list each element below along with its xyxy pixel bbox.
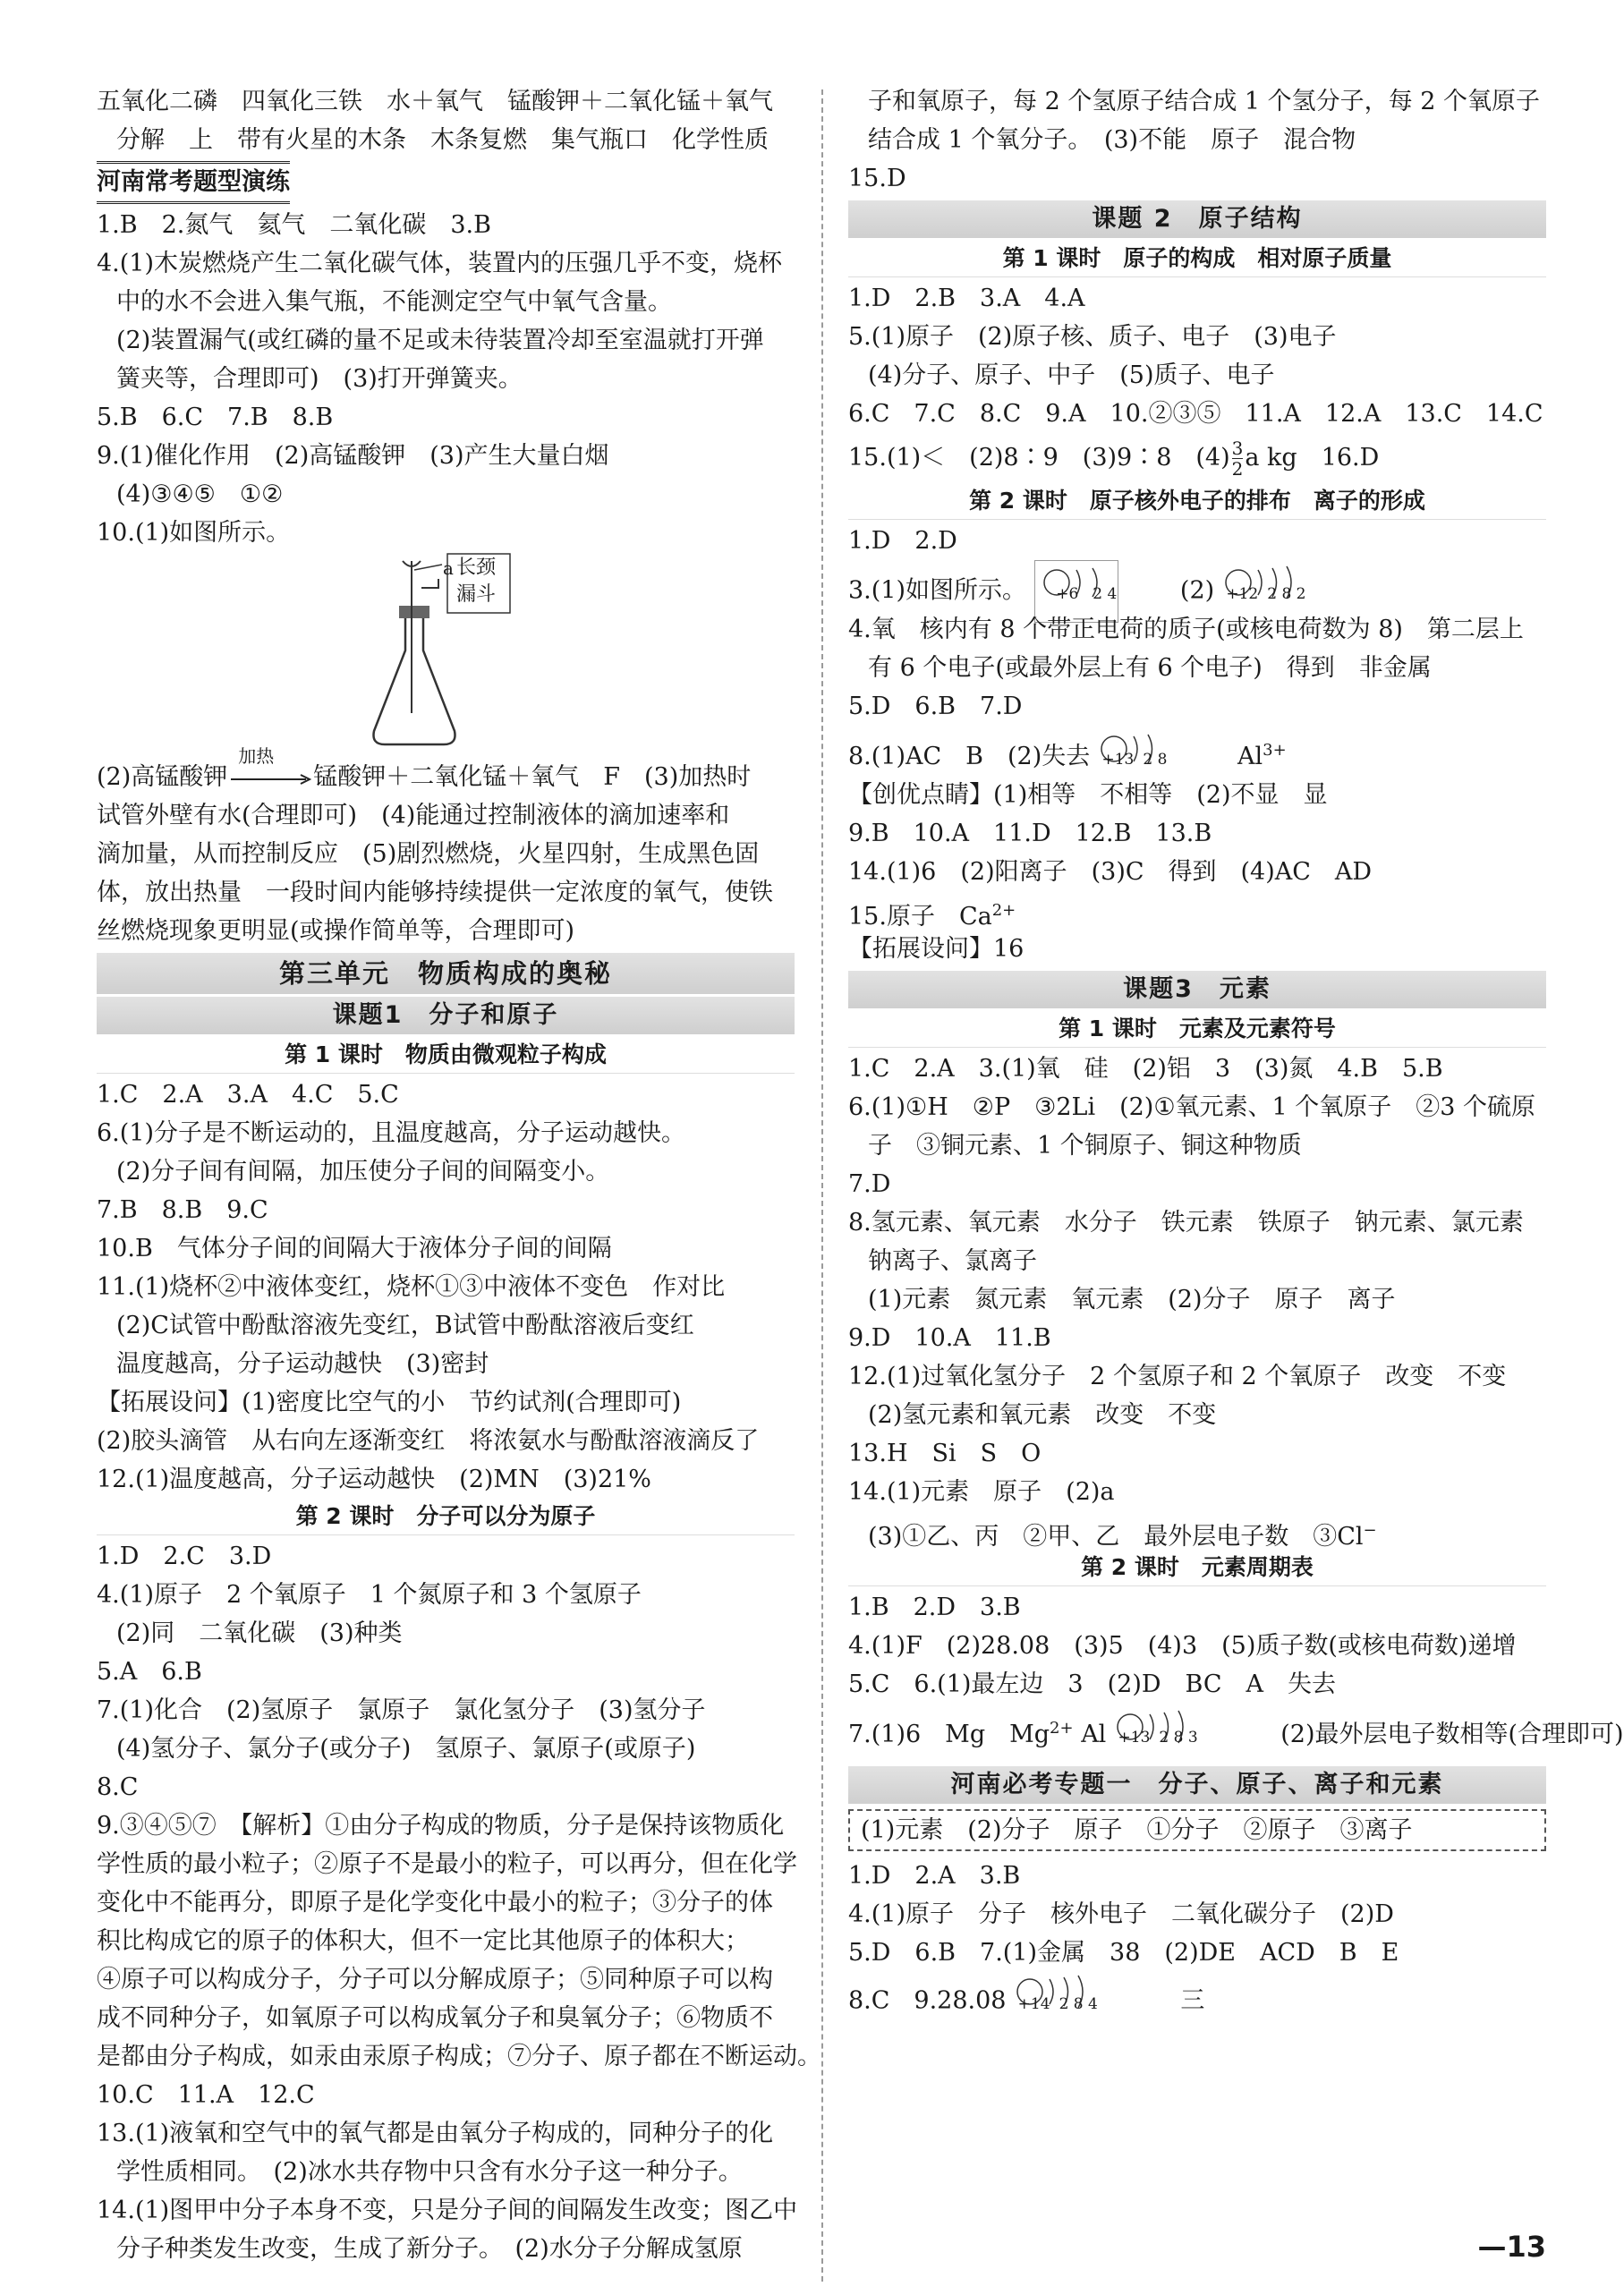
answer-line: 是都由分子构成，如汞由汞原子构成；⑦分子、原子都在不断运动。 xyxy=(97,2043,821,2070)
element-symbol: Al xyxy=(1081,1721,1107,1748)
page-number: —13 xyxy=(1477,2230,1546,2264)
answer-line: 4.(1)原子 2 个氧原子 1 个氮原子和 3 个氢原子 xyxy=(97,1581,642,1609)
apparatus-figure xyxy=(97,552,795,758)
electron-shells-label: 2 8 2 xyxy=(1267,584,1306,603)
answer-line: (1)元素 氮元素 氧元素 (2)分子 原子 离子 xyxy=(868,1286,1396,1313)
answer-line: 10.(1)如图所示。 xyxy=(97,519,291,547)
answer-line: 温度越高，分子运动越快 (3)密封 xyxy=(116,1350,489,1378)
answer-line: 14.(1)元素 原子 (2)a xyxy=(848,1478,1115,1506)
answer-line: 13.H Si S O xyxy=(848,1440,1042,1467)
answer-line: 5.C 6.(1)最左边 3 (2)D BC A 失去 xyxy=(848,1670,1336,1698)
answer-line: 8.C xyxy=(97,1773,139,1801)
nucleus-label: +14 xyxy=(1017,1994,1050,2013)
answer-line: 积比构成它的原子的体积大，但不一定比其他原子的体积大； xyxy=(97,1927,749,1955)
answer-line: 5.D 6.B 7.D xyxy=(848,693,1023,720)
answer-line: 5.(1)原子 (2)原子核、质子、电子 (3)电子 xyxy=(848,323,1337,351)
answer-line: 1.C 2.A 3.A 4.C 5.C xyxy=(97,1081,399,1109)
lesson-title: 第 2 课时 原子核外电子的排布 离子的形成 xyxy=(848,483,1546,520)
answer-line: 滴加量，从而控制反应 (5)剧烈燃烧，火星四射，生成黑色固 xyxy=(97,840,760,868)
answer-line: (4)③④⑤ ①② xyxy=(116,480,284,508)
answer-line: ④原子可以构成分子，分子可以分解成原子；⑤同种原子可以构 xyxy=(97,1966,773,1993)
answer-part: 三 xyxy=(1180,1986,1205,2015)
answer-line: 分解 上 带有火星的木条 木条复燃 集气瓶口 化学性质 xyxy=(116,126,769,154)
ion-symbol: Al xyxy=(1237,743,1263,770)
ion-charge: 2+ xyxy=(1050,1719,1074,1738)
answer-line: 7.B 8.B 9.C xyxy=(97,1196,268,1224)
answer-part: 3.(1)如图所示。 xyxy=(848,576,1027,605)
ion-charge: 3+ xyxy=(1263,741,1287,760)
answer-line: 9.③④⑤⑦ 【解析】①由分子构成的物质，分子是保持该物质化 xyxy=(97,1812,785,1840)
answer-line: 13.(1)液氧和空气中的氧气都是由氧分子构成的，同种分子的化 xyxy=(97,2120,774,2147)
answer-line: 子和氧原子，每 2 个氢原子结合成 1 个氢分子，每 2 个氧原子 xyxy=(868,88,1541,115)
answer-line: 5.A 6.B xyxy=(97,1658,202,1686)
answer-line: (2)分子间有间隔，加压使分子间的间隔变小。 xyxy=(116,1158,610,1186)
topic-title: 课题3 元素 xyxy=(848,971,1546,1008)
answer-line xyxy=(848,1511,1546,1550)
answer-part: 7.(1)6 Mg Mg xyxy=(848,1721,1050,1748)
figure-label: 漏斗 xyxy=(456,583,497,606)
answer-line: 体，放出热量 一段时间内能够持续提供一定浓度的氧气，使铁 xyxy=(97,879,773,906)
answer-line xyxy=(848,433,1546,483)
answer-line: 丝燃烧现象更明显(或操作简单等，合理即可) xyxy=(97,917,575,945)
answer-part: 15.(1)＜ (2)8∶9 (3)9∶8 (4) xyxy=(848,444,1230,472)
answer-line: 10.B 气体分子间的间隔大于液体分子间的间隔 xyxy=(97,1235,612,1262)
equation-part: (2)高锰酸钾 xyxy=(97,763,228,791)
answer-part: 15.原子 Ca xyxy=(848,903,992,931)
answer-line: 【拓展设问】16 xyxy=(848,935,1025,963)
answer-line: 结合成 1 个氧分子。 (3)不能 原子 混合物 xyxy=(868,126,1356,154)
answer-line: (2)氢元素和氧元素 改变 不变 xyxy=(868,1401,1217,1429)
answer-line: 4.(1)原子 分子 核外电子 二氧化碳分子 (2)D xyxy=(848,1900,1394,1928)
topic-title: 课题1 分子和原子 xyxy=(97,997,795,1034)
figure-label: 长颈 xyxy=(456,557,497,579)
answer-line: (4)分子、原子、中子 (5)质子、电子 xyxy=(868,361,1275,389)
answer-line xyxy=(848,560,1546,610)
answer-line: 变化中不能再分，即原子是化学变化中最小的粒子；③分子的体 xyxy=(97,1889,773,1917)
answer-part: 8.(1)AC B (2)失去 xyxy=(848,743,1091,770)
answer-part: (3)①乙、丙 ②甲、乙 最外层电子数 ③Cl xyxy=(868,1523,1364,1551)
answer-line xyxy=(848,1704,1624,1754)
answer-line: 1.C 2.A 3.(1)氧 硅 (2)铝 3 (3)氮 4.B 5.B xyxy=(848,1055,1443,1083)
electron-shells-label: 2 8 xyxy=(1143,751,1168,769)
answer-line: (2)同 二氧化碳 (3)种类 xyxy=(116,1619,403,1647)
answer-part: (2)最外层电子数相等(合理即可) xyxy=(1280,1721,1624,1748)
answer-line: 分子种类发生改变，生成了新分子。 (2)水分子分解成氢原 xyxy=(116,2235,743,2263)
fraction xyxy=(1232,438,1244,479)
answer-line: 1.B 2.氮气 氦气 二氧化碳 3.B xyxy=(97,211,491,239)
answer-line: 15.D xyxy=(848,165,906,192)
answer-line: 学性质相同。 (2)冰水共存物中只含有水分子这一种分子。 xyxy=(116,2158,743,2186)
answer-line: 1.D 2.C 3.D xyxy=(97,1543,272,1570)
answer-line: (2)C试管中酚酞溶液先变红，B试管中酚酞溶液后变红 xyxy=(116,1312,694,1339)
answer-line: 试管外壁有水(合理即可) (4)能通过控制液体的滴加速率和 xyxy=(97,802,730,829)
answer-line: 14.(1)6 (2)阳离子 (3)C 得到 (4)AC AD xyxy=(848,858,1373,886)
column-divider xyxy=(821,89,823,2282)
lesson-title: 第 2 课时 元素周期表 xyxy=(848,1550,1546,1586)
ion-charge: 2+ xyxy=(991,901,1016,920)
unit-title: 第三单元 物质构成的奥秘 xyxy=(97,953,795,994)
reaction-arrow xyxy=(227,744,313,792)
answer-line: 1.B 2.D 3.B xyxy=(848,1594,1021,1621)
answer-line: 五氧化二磷 四氧化三铁 水＋氧气 锰酸钾＋二氧化锰＋氧气 xyxy=(97,88,773,115)
answer-line: 14.(1)图甲中分子本身不变，只是分子间的间隔发生改变；图乙中 xyxy=(97,2197,798,2224)
answer-part: 8.C 9.28.08 xyxy=(848,1986,1007,2015)
answer-line: 学性质的最小粒子；②原子不是最小的粒子，可以再分，但在化学 xyxy=(97,1850,797,1878)
answer-line: 有 6 个电子(或最外层上有 6 个电子) 得到 非金属 xyxy=(868,654,1432,682)
answer-line: 7.(1)化合 (2)氢原子 氯原子 氯化氢分子 (3)氢分子 xyxy=(97,1696,706,1724)
lesson-title: 第 1 课时 物质由微观粒子构成 xyxy=(97,1037,795,1074)
nucleus-label: +12 xyxy=(1226,584,1259,603)
left-column xyxy=(97,82,821,2268)
answer-line: 1.D 2.A 3.B xyxy=(848,1862,1021,1890)
answer-line: 11.(1)烧杯②中液体变红，烧杯①③中液体不变色 作对比 xyxy=(97,1273,726,1301)
special-topic-title: 河南必考专题一 分子、原子、离子和元素 xyxy=(848,1766,1546,1804)
answer-line: 1.D 2.B 3.A 4.A xyxy=(848,285,1085,312)
answer-line: 9.(1)催化作用 (2)高锰酸钾 (3)产生大量白烟 xyxy=(97,442,609,470)
electron-shells-label: 2 8 3 xyxy=(1159,1729,1198,1747)
answer-line: 12.(1)过氧化氢分子 2 个氢原子和 2 个氧原子 改变 不变 xyxy=(848,1363,1507,1390)
answer-line: 10.C 11.A 12.C xyxy=(97,2081,315,2109)
lesson-title: 第 2 课时 分子可以分为原子 xyxy=(97,1499,795,1535)
right-column xyxy=(848,82,1624,2264)
flask-with-funnel-diagram xyxy=(97,552,795,758)
answer-line: 1.D 2.D xyxy=(848,527,957,555)
fraction-denominator: 2 xyxy=(1231,458,1244,480)
answer-part: (2) xyxy=(1179,576,1215,605)
answer-line: 6.(1)分子是不断运动的，且温度越高，分子运动越快。 xyxy=(97,1119,686,1147)
section-heading: 河南常考题型演练 xyxy=(97,161,290,204)
answer-line: 【创优点睛】(1)相等 不相等 (2)不显 显 xyxy=(848,781,1328,809)
answer-line: 钠离子、氯离子 xyxy=(868,1247,1037,1275)
answer-line: 4.(1)F (2)28.08 (3)5 (4)3 (5)质子数(或核电荷数)递增 xyxy=(848,1632,1517,1660)
summary-box: (1)元素 (2)分子 原子 ①分子 ②原子 ③离子 xyxy=(848,1809,1546,1851)
reaction-condition: 加热 xyxy=(238,744,275,767)
answer-line: 簧夹等，合理即可) (3)打开弹簧夹。 xyxy=(116,365,523,393)
lesson-title: 第 1 课时 原子的构成 相对原子质量 xyxy=(848,241,1546,277)
answer-line: 【拓展设问】(1)密度比空气的小 节约试剂(合理即可) xyxy=(97,1389,682,1416)
answer-line: 4.(1)木炭燃烧产生二氧化碳气体，装置内的压强几乎不变，烧杯 xyxy=(97,250,783,277)
answer-line: 4.氧 核内有 8 个带正电荷的质子(或核电荷数为 8) 第二层上 xyxy=(848,616,1524,643)
answer-line: (2)装置漏气(或红磷的量不足或未待装置冷却至室温就打开弹 xyxy=(116,327,764,354)
ion-charge: − xyxy=(1363,1521,1377,1540)
answer-line: 5.B 6.C 7.B 8.B xyxy=(97,404,334,431)
answer-line: 6.C 7.C 8.C 9.A 10.②③⑤ 11.A 12.A 13.C 14.C xyxy=(848,400,1543,428)
equation-part: 锰酸钾＋二氧化锰＋氧气 F (3)加热时 xyxy=(313,763,752,791)
answer-line: 6.(1)①H ②P ③2Li (2)①氧元素、1 个氧原子 ②3 个硫原 xyxy=(848,1093,1536,1121)
electron-shells-label: 2 8 4 xyxy=(1059,1994,1098,2013)
answer-line: 8.氢元素、氧元素 水分子 铁元素 铁原子 钠元素、氯元素 xyxy=(848,1209,1524,1237)
answer-line: (4)氢分子、氯分子(或分子) 氢原子、氯原子(或原子) xyxy=(116,1735,696,1763)
fraction-numerator: 3 xyxy=(1231,438,1244,459)
lesson-title: 第 1 课时 元素及元素符号 xyxy=(848,1011,1546,1048)
figure-label-a: a xyxy=(443,557,454,579)
answer-line: 5.D 6.B 7.(1)金属 38 (2)DE ACD B E xyxy=(848,1939,1399,1967)
electron-shells-label: 2 4 xyxy=(1093,584,1118,603)
answer-line: 成不同种分子，如氧原子可以构成氧分子和臭氧分子；⑥物质不 xyxy=(97,2004,773,2032)
answer-part: a kg 16.D xyxy=(1245,444,1380,472)
answer-line xyxy=(848,726,1546,776)
answer-line: 7.D xyxy=(848,1170,891,1198)
answer-line xyxy=(848,1972,1546,2026)
answer-line xyxy=(848,891,1546,930)
answer-line: 中的水不会进入集气瓶，不能测定空气中氧气含量。 xyxy=(116,288,672,316)
answer-line: 9.B 10.A 11.D 12.B 13.B xyxy=(848,820,1212,847)
answer-line: 9.D 10.A 11.B xyxy=(848,1324,1051,1352)
answer-line: 12.(1)温度越高，分子运动越快 (2)MN (3)21% xyxy=(97,1466,651,1493)
nucleus-label: +6 xyxy=(1056,584,1079,603)
nucleus-label: +13 xyxy=(1118,1729,1151,1747)
topic-title: 课题 2 原子结构 xyxy=(848,200,1546,238)
answer-line: 子 ③铜元素、1 个铜原子、铜这种物质 xyxy=(868,1132,1302,1160)
answer-line: (2)胶头滴管 从右向左逐渐变红 将浓氨水与酚酞溶液滴反了 xyxy=(97,1427,760,1455)
answer-line xyxy=(97,744,795,796)
nucleus-label: +13 xyxy=(1101,751,1135,769)
